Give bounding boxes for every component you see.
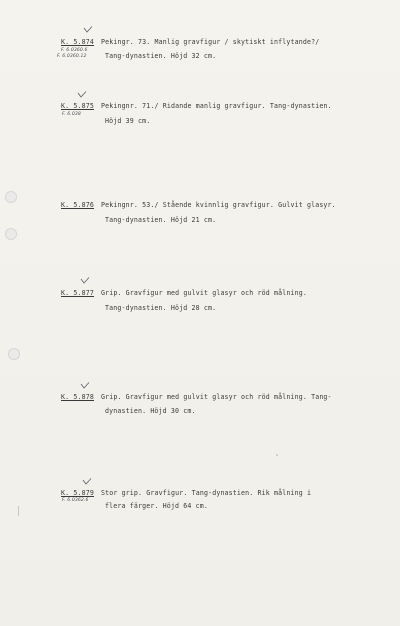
entry-description: Pekingr. 73. Manlig gravfigur / skytiskt inflytande?/ <box>100 38 320 46</box>
paper-speck <box>276 454 278 456</box>
check-mark-icon <box>82 478 92 485</box>
handwritten-annotation: F. 6.038 <box>62 112 81 117</box>
punch-hole-lower <box>8 348 20 360</box>
entry-description-continued: Tang-dynastien. Höjd 32 cm. <box>105 52 217 60</box>
entry-description-continued: Tang-dynastien. Höjd 28 cm. <box>105 304 217 312</box>
entry-description: Grip. Gravfigur med gulvit glasyr och röd målning. <box>100 289 307 297</box>
handwritten-annotation: F. 6.0362.6 <box>62 498 89 503</box>
check-mark-icon <box>77 91 87 98</box>
handwritten-annotation: F. 6.0360.6 <box>61 48 88 53</box>
entry-description: Grip. Gravfigur med gulvit glasyr och röd målning. Tang- <box>100 393 332 401</box>
catalog-number: K. 5.878 <box>61 393 94 401</box>
entry-description: Pekingnr. 53./ Stående kvinnlig gravfigur. Gulvit glasyr. <box>100 201 336 209</box>
handwritten-annotation: F. 6.0360.12 <box>57 54 87 59</box>
entry-description-continued: Tang-dynastien. Höjd 21 cm. <box>105 216 217 224</box>
catalog-number: K. 5.877 <box>61 289 94 297</box>
check-mark-icon <box>83 26 93 33</box>
catalog-number: K. 5.875 <box>61 102 94 110</box>
entry-description-continued: flera färger. Höjd 64 cm. <box>105 502 208 510</box>
entry-description-continued: Höjd 39 cm. <box>105 117 151 125</box>
catalog-number: K. 5.879 <box>61 489 94 497</box>
catalog-number: K. 5.876 <box>61 201 94 209</box>
punch-hole-top <box>5 191 17 203</box>
punch-hole-middle <box>5 228 17 240</box>
check-mark-icon <box>80 382 90 389</box>
margin-mark <box>18 506 19 516</box>
entry-description: Stor grip. Gravfigur. Tang-dynastien. Rik målning i <box>100 489 312 497</box>
entry-description-continued: dynastien. Höjd 30 cm. <box>105 407 196 415</box>
check-mark-icon <box>80 277 90 284</box>
catalog-number: K. 5.874 <box>61 38 94 46</box>
entry-description: Pekingnr. 71./ Ridande manlig gravfigur. Tang-dynastien. <box>100 102 332 110</box>
